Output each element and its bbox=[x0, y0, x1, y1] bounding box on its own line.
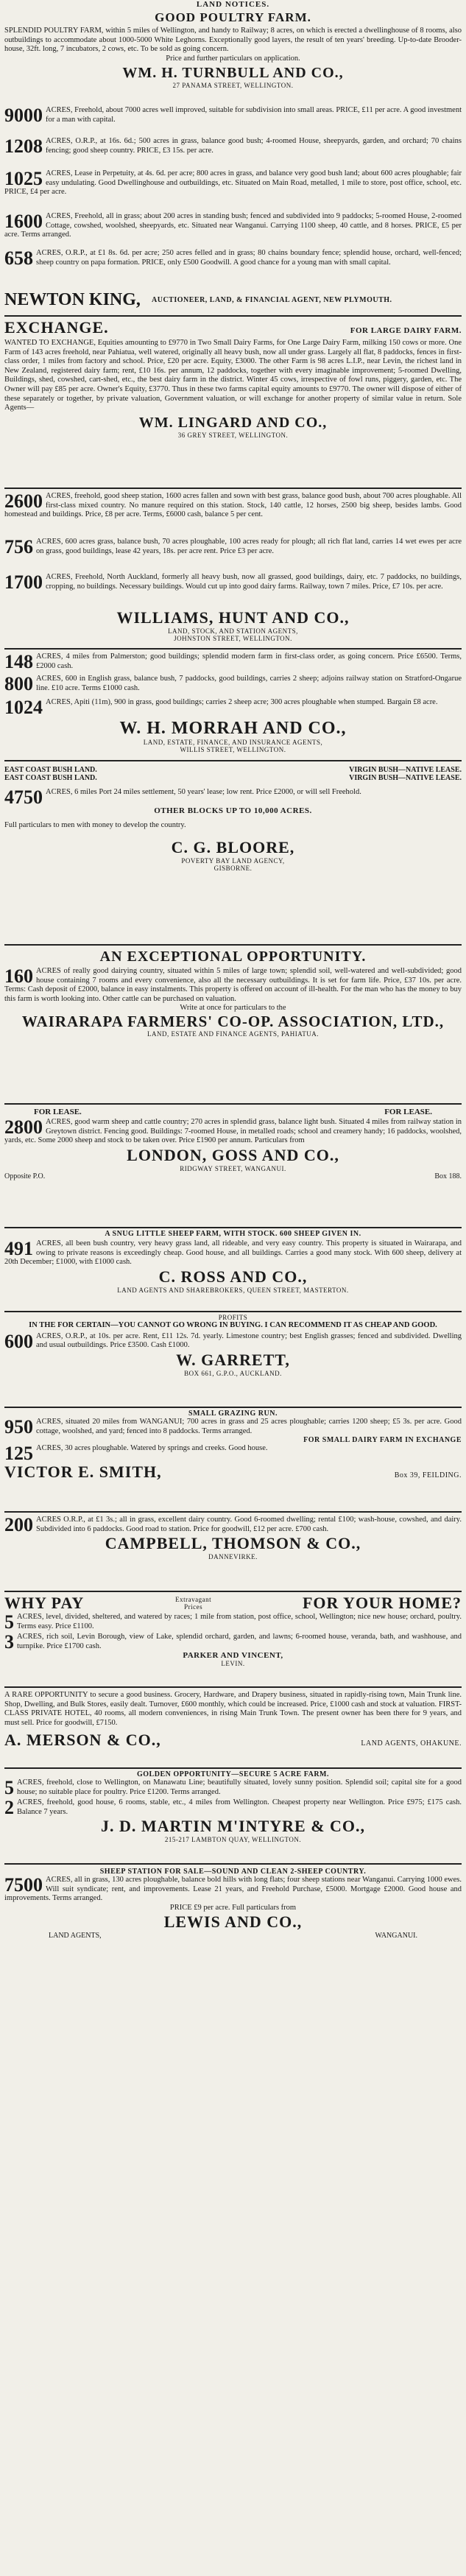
eastcoast-sub: POVERTY BAY LAND AGENCY, bbox=[181, 856, 285, 865]
listing-acres: 5 bbox=[4, 1611, 14, 1633]
divider bbox=[4, 1511, 462, 1513]
williams-sub: LAND, STOCK, AND STATION AGENTS, bbox=[168, 627, 298, 635]
lewis-firm: LEWIS AND CO., bbox=[163, 1912, 303, 1932]
eastcoast-address: GISBORNE. bbox=[213, 864, 253, 872]
morrah-address: WILLIS STREET, WELLINGTON. bbox=[180, 746, 286, 753]
listing-acres: 2 bbox=[4, 1797, 14, 1819]
lewis-left: LAND AGENTS, bbox=[49, 1932, 102, 1940]
exceptional-note: Write at once for particulars to the bbox=[180, 1004, 286, 1013]
exchange-subtitle: FOR LARGE DAIRY FARM. bbox=[350, 326, 462, 335]
listing-acres: 950 bbox=[4, 1416, 33, 1437]
listing-acres: 1600 bbox=[4, 211, 43, 232]
lease-right: FOR LEASE. bbox=[384, 1108, 432, 1116]
morrah-listing-3 bbox=[4, 698, 462, 717]
eastcoast-left-1: EAST COAST BUSH LAND. bbox=[4, 766, 97, 774]
smith-ad bbox=[4, 1410, 462, 1482]
listing-acres: 5 bbox=[4, 1777, 14, 1798]
exchange-title: EXCHANGE. bbox=[4, 318, 109, 337]
listing-acres: 1024 bbox=[4, 697, 43, 718]
morrah-sub: LAND, ESTATE, FINANCE, AND INSURANCE AGENTS, bbox=[143, 739, 323, 746]
martin-title: GOLDEN OPPORTUNITY—SECURE 5 ACRE FARM. bbox=[137, 1770, 329, 1778]
exchange-body: WANTED TO EXCHANGE, Equities amounting to £9770 in Two Small Dairy Farms, for One Large Dairy Farm, milking 150 cows or more. One Farm of 143 acres freehold, near Pahiatua, well watered, originally all heavy bush, now all under grass. Largely all flat, 8 paddocks, fences in first-class order, 1 miles from factory and school. Price, £20 per acre. Equity, £3000. The other Farm is 98 acres L.I.P., near Levin, the richest land in New Zealand, registered dairy farm; rent, £10 16s. per annum, 12 paddocks, together with every imaginable improvement; 5-roomed Dwelling, Buildings, shed, cowshed, cart-shed, etc., the best dairy farm in the district. Winter 45 cows, irrespective of fowl runs, piggery, garden, etc. The Owner will pay £85 per acre. Owner's Equity, £3770. Thus in these two farms capital equity amounts to £9770. The owner will dispose of either of these separately or together, by private valuation, Government valuation, or will exchange for another property of similar value in return. Sole Agents— bbox=[4, 339, 462, 412]
lewis-title: SHEEP STATION FOR SALE—SOUND AND CLEAN 2-SHEEP COUNTRY. bbox=[99, 1868, 367, 1876]
poultry-address: 27 PANAMA STREET, WELLINGTON. bbox=[172, 82, 294, 90]
ross-title: A SNUG LITTLE SHEEP FARM, WITH STOCK. 600 SHEEP GIVEN IN. bbox=[105, 1230, 361, 1238]
listing-text: ACRES, all in grass, 130 acres ploughable, balance bold hills with long flats; four sheep stations near Wanganui. Carrying 1000 ewes. Will suit syndicate; rent, and improvements. Lease 21 years, and Freehold Purchase, £5000. Mortgage £2000. Good house and improvements. Terms arranged. bbox=[4, 1876, 462, 1903]
divider bbox=[4, 1227, 462, 1228]
whypay-mid: Extravagant Prices bbox=[175, 1596, 212, 1611]
morrah-listing-1 bbox=[4, 652, 462, 671]
listing-acres: 756 bbox=[4, 536, 33, 557]
listing-text: ACRES, O.R.P., at £1 8s. 6d. per acre; 250 acres felled and in grass; 80 chains boundary fence; splendid house, orchard, well-fenced; sheep country on papa formation. PRICE, only £500 Goodwill. A good chance for a young man with small capital. bbox=[36, 249, 462, 267]
martin-ad bbox=[4, 1770, 462, 1843]
turnbull-listing-1 bbox=[4, 106, 462, 124]
divider bbox=[4, 1311, 462, 1312]
exchange-address: 36 GREY STREET, WELLINGTON. bbox=[177, 431, 289, 439]
exchange-ad bbox=[4, 318, 462, 439]
listing-acres: 1025 bbox=[4, 168, 43, 189]
listing-text: ACRES, freehold, good house, 6 rooms, stable, etc., 4 miles from Wellington. Cheapest property near Wellington. Price £975; £175 cash. Balance 7 years. bbox=[17, 1798, 462, 1816]
williams-address: JOHNSTON STREET, WELLINGTON. bbox=[174, 635, 292, 642]
lewis-ad bbox=[4, 1868, 462, 1940]
newton-king-role: AUCTIONEER, LAND, & FINANCIAL AGENT, NEW PLYMOUTH. bbox=[152, 296, 392, 304]
listing-text: ACRES, Freehold, all in grass; about 200 acres in standing bush; fenced and subdivided into 9 paddocks; 5-roomed House, 2-roomed Cottage, cowshed, woolshed, sheepyards, etc. Situated near Wanganui. Carrying 1100 sheep, 40 cattle, and 8 horses. PRICE, £5 per acre. Terms arranged. bbox=[4, 212, 462, 239]
lewis-price: PRICE £9 per acre. Full particulars from bbox=[169, 1903, 297, 1912]
exchange-firm: WM. LINGARD AND CO., bbox=[138, 414, 328, 431]
lease-ad bbox=[4, 1108, 462, 1180]
listing-text: ACRES, all been bush country, very heavy grass land, all rideable, and very easy country. This property is situated in Wairarapa, and owing to private reasons is exceedingly cheap. Good house, and all buildings. Carries a good many stock. With 600 sheep, delivery at 20th December; £1000, with £1000 cash. bbox=[4, 1239, 462, 1267]
turnbull-listing-2 bbox=[4, 137, 462, 155]
poultry-title: GOOD POULTRY FARM. bbox=[155, 10, 311, 24]
listing-acres: 600 bbox=[4, 1330, 33, 1352]
ross-sub: LAND AGENTS AND SHAREBROKERS, QUEEN STREET, MASTERTON. bbox=[117, 1286, 349, 1294]
eastcoast-ad bbox=[4, 766, 462, 872]
listing-text: ACRES, good warm sheep and cattle country; 270 acres in splendid grass, balance light bush. Situated 4 miles from railway station in Greytown district. Fencing good. Buildings: 7-roomed House, in metalled roads; school and creamery handy; 16 paddocks, woolshed, yards, etc. Some 2000 sheep and stock to be taken over. Price £1900 per annum. Particulars from bbox=[4, 1118, 462, 1145]
divider bbox=[4, 1686, 462, 1688]
lease-address: RIDGWAY STREET, WANGANUI. bbox=[180, 1164, 286, 1172]
newton-king-ad bbox=[4, 290, 462, 310]
garrett-title-1: PROFITS bbox=[218, 1314, 248, 1321]
listing-text: ACRES, freehold, close to Wellington, on Manawatu Line; beautifully situated, lovely sunny position. Splendid soil; capital site for a good house; no suitable place for poultry. Price £1200. Terms arranged. bbox=[17, 1778, 462, 1796]
listing-text: ACRES, Freehold, about 7000 acres well improved, suitable for subdivision into small areas. PRICE, £11 per acre. A good investment for a man with capital. bbox=[46, 106, 462, 124]
listing-text: ACRES, Lease in Perpetuity, at 4s. 6d. per acre; 800 acres in grass, and balance very good bush land; about 600 acres ploughable; fair easy undulating. Good Dwellinghouse and outbuildings, etc. Situated on Main Road, metalled, 1 mile to store, post office, school, etc. PRICE, £4 per acre. bbox=[4, 169, 462, 197]
williams-listing-1 bbox=[4, 492, 462, 520]
ross-ad bbox=[4, 1230, 462, 1294]
exceptional-title: AN EXCEPTIONAL OPPORTUNITY. bbox=[99, 949, 367, 965]
garrett-ad bbox=[4, 1314, 462, 1377]
listing-acres: 1208 bbox=[4, 136, 43, 157]
merson-ad bbox=[4, 1691, 462, 1750]
listing-acres: 800 bbox=[4, 673, 33, 694]
divider bbox=[4, 1103, 462, 1105]
eastcoast-footer: Full particulars to men with money to develop the country. bbox=[4, 821, 186, 829]
campbell-address: DANNEVIRKE. bbox=[208, 1553, 258, 1561]
williams-listing-2 bbox=[4, 538, 462, 556]
morrah-firm: W. H. MORRAH AND CO., bbox=[119, 719, 347, 738]
listing-text: ACRES, 4 miles from Palmerston; good buildings; splendid modern farm in first-class order, as going concern. Price £6500. Terms, £2000 cash. bbox=[36, 652, 462, 670]
listing-text: ACRES, O.R.P., at 16s. 6d.; 500 acres in grass, balance good bush; 4-roomed House, sheepyards, garden, and orchard; 70 chains fencing; good sheep country. PRICE, £3 15s. per acre. bbox=[46, 137, 462, 155]
listing-text: ACRES O.R.P., at £1 3s.; all in grass, excellent dairy country. Good 6-roomed dwelling; rental £100; wash-house, cowshed, and dairy. Subdivided into 6 paddocks. Good road to station. Price for goodwill, £12 per acre. £700 cash. bbox=[36, 1516, 462, 1533]
garrett-title-2: IN THE FOR CERTAIN—YOU CANNOT GO WRONG IN BUYING. I CAN RECOMMEND IT AS CHEAP AND GOOD. bbox=[29, 1321, 437, 1329]
eastcoast-right-1: VIRGIN BUSH—NATIVE LEASE. bbox=[349, 766, 462, 774]
exceptional-sub: LAND, ESTATE AND FINANCE AGENTS, PAHIATUA. bbox=[147, 1030, 319, 1038]
campbell-ad bbox=[4, 1516, 462, 1560]
whypay-firm: PARKER AND VINCENT, bbox=[183, 1651, 283, 1661]
listing-text: ACRES, rich soil, Levin Borough, view of Lake, splendid orchard, garden, and lawns; 6-roomed house, veranda, bath, and washhouse, and turnpike. Price £1700 cash. bbox=[17, 1633, 462, 1650]
turnbull-listing-5 bbox=[4, 249, 462, 267]
divider bbox=[4, 1767, 462, 1769]
divider bbox=[4, 488, 462, 489]
lease-firm: LONDON, GOSS AND CO., bbox=[127, 1145, 339, 1164]
listing-text: ACRES, situated 20 miles from WANGANUI; 700 acres in grass and 25 acres ploughable; carries 1200 sheep; £5 3s. per acre. Good cottage, woolshed, and yard; fenced into 8 paddocks. Terms arranged. bbox=[36, 1418, 462, 1435]
morrah-listing-2 bbox=[4, 675, 462, 693]
divider bbox=[4, 760, 462, 761]
divider bbox=[4, 648, 462, 650]
listing-acres: 200 bbox=[4, 1514, 33, 1535]
merson-firm: A. MERSON & CO., bbox=[4, 1731, 161, 1750]
listing-text: ACRES, level, divided, sheltered, and watered by races; 1 mile from station, post office, school, Wellington; nice new house; orchard, poultry. Terms easy. Price £1100. bbox=[17, 1613, 462, 1630]
merson-sub: LAND AGENTS, OHAKUNE. bbox=[361, 1739, 462, 1748]
ross-firm: C. ROSS AND CO., bbox=[158, 1267, 308, 1286]
turnbull-listing-3 bbox=[4, 169, 462, 197]
smith-title-2: FOR SMALL DAIRY FARM IN EXCHANGE bbox=[303, 1436, 462, 1445]
listing-acres: 2600 bbox=[4, 490, 43, 512]
whypay-title-2: FOR YOUR HOME? bbox=[302, 1594, 462, 1612]
williams-firm: WILLIAMS, HUNT AND CO., bbox=[116, 608, 350, 627]
newton-king-name: NEWTON KING, bbox=[4, 290, 141, 309]
listing-text: ACRES, 30 acres ploughable. Watered by springs and creeks. Good house. bbox=[36, 1444, 268, 1453]
listing-acres: 125 bbox=[4, 1443, 33, 1465]
morrah-footer bbox=[4, 719, 462, 753]
whypay-title: WHY PAY bbox=[4, 1594, 85, 1612]
listing-acres: 491 bbox=[4, 1238, 33, 1259]
eastcoast-left-2: EAST COAST BUSH LAND. bbox=[4, 774, 97, 782]
poultry-firm: WM. H. TURNBULL AND CO., bbox=[122, 65, 344, 82]
section-title: LAND NOTICES. bbox=[196, 0, 270, 9]
listing-acres: 1700 bbox=[4, 571, 43, 593]
lease-opp: Opposite P.O. bbox=[4, 1172, 46, 1180]
eastcoast-right-2: VIRGIN BUSH—NATIVE LEASE. bbox=[349, 774, 462, 782]
eastcoast-other: OTHER BLOCKS UP TO 10,000 ACRES. bbox=[154, 806, 312, 815]
listing-acres: 658 bbox=[4, 247, 33, 269]
turnbull-listing-4 bbox=[4, 212, 462, 240]
listing-acres: 160 bbox=[4, 965, 33, 987]
listing-text: ACRES, O.R.P., at 10s. per acre. Rent, £11 12s. 7d. yearly. Limestone country; best English grasses; fenced and subdivided. Dwelling and usual outbuildings. Price £3500. Cash £1000. bbox=[36, 1331, 462, 1350]
listing-acres: 2800 bbox=[4, 1116, 43, 1138]
listing-text: ACRES, Apiti (11m), 900 in grass, good buildings; carries 2 sheep acre; 300 acres ploughable when stumped. Bargain £8 acre. bbox=[46, 698, 438, 706]
listing-text: ACRES, freehold, good sheep station, 1600 acres fallen and sown with best grass, balance good bush, about 700 acres ploughable. All first-class mixed country. No manure required on this station. Stock, 140 cattle, 12 horses, 2500 big sheep, besides lambs. Good homestead and buildings. Price, £8 per acre. Terms, £6000 cash, balance 5 per cent. bbox=[4, 492, 462, 519]
exceptional-ad bbox=[4, 949, 462, 1038]
listing-text: ACRES, 600 acres grass, balance bush, 70 acres ploughable, 100 acres ready for plough; all rich flat land, carries 14 wet ewes per acre on grass, good buildings, lease 42 years, 18s. per acre rent. Price £3 per acre. bbox=[36, 538, 462, 555]
campbell-firm: CAMPBELL, THOMSON & CO., bbox=[105, 1534, 361, 1553]
listing-acres: 7500 bbox=[4, 1874, 43, 1896]
listing-text: ACRES, 600 in English grass, balance bush, 7 paddocks, good buildings, carries 2 sheep; adjoins railway station on Stratford-Ongarue line. £10 acre. Terms £1000 cash. bbox=[36, 675, 462, 692]
lease-left: FOR LEASE. bbox=[34, 1108, 82, 1116]
williams-footer bbox=[4, 608, 462, 642]
listing-acres: 3 bbox=[4, 1631, 14, 1653]
listing-acres: 148 bbox=[4, 651, 33, 672]
merson-body: A RARE OPPORTUNITY to secure a good business. Grocery, Hardware, and Drapery business, situated in rapidly-rising town, Main Trunk line. Shop, Dwelling, and Bulk Stores, easily dealt. Turnover, £600 monthly, which could be increased. Price, £1000 cash and stock at valuation. FIRST-CLASS PRIVATE HOTEL, 40 rooms, all modern conveniences, in rising Main Trunk Town. The present owner has been there for 9 years, and must sell. Price for goodwill, £7150. bbox=[4, 1691, 462, 1727]
divider bbox=[4, 315, 462, 317]
listing-acres: 9000 bbox=[4, 105, 43, 126]
exceptional-firm: WAIRARAPA FARMERS' CO-OP. ASSOCIATION, LTD., bbox=[21, 1012, 445, 1030]
listing-text: ACRES of really good dairying country, situated within 5 miles of large town; splendid soil, well-watered and well-subdivided; good house containing 7 rooms and every convenience, also all the necessary outbuildings. It is set for farm life. Price, £37 10s. per acre. Terms: Cash deposit of £2000, balance in easy instalments. This property is offered on account of ill-health. For the man who has the money to buy this farm is worth looking into. Other cattle can be purchased on valuation. bbox=[4, 967, 462, 1003]
eastcoast-firm: C. G. BLOORE, bbox=[171, 837, 295, 856]
whypay-address: LEVIN. bbox=[221, 1660, 245, 1668]
williams-listing-3 bbox=[4, 573, 462, 591]
listing-text: ACRES, 6 miles Port 24 miles settlement, 50 years' lease; low rent. Price £2000, or will sell Freehold. bbox=[46, 788, 361, 796]
divider bbox=[4, 1591, 462, 1592]
listing-acres: 4750 bbox=[4, 786, 43, 808]
smith-firm: VICTOR E. SMITH, bbox=[4, 1463, 162, 1482]
poultry-body: SPLENDID POULTRY FARM, within 5 miles of Wellington, and handy to Railway; 8 acres, on which is erected a dwellinghouse of 8 rooms, also outbuildings to accommodate about 1000-5000 White Leghorns. Exceptionally good layers, the result of ten years' breeding. Up-to-date Brooder-house, 32ft. long, 7 incubators, 2 cows, etc. To be sold as going concern. bbox=[4, 27, 462, 54]
garrett-address: BOX 661, G.P.O., AUCKLAND. bbox=[184, 1369, 282, 1377]
smith-title: SMALL GRAZING RUN. bbox=[188, 1410, 278, 1418]
martin-firm: J. D. MARTIN M'INTYRE & CO., bbox=[100, 1817, 366, 1836]
listing-text: ACRES, Freehold, North Auckland, formerly all heavy bush, now all grassed, good buildings, dairy, etc. 7 paddocks, no buildings, cropping, no buildings. Necessary buildings. Would cut up into good dairy farms. Railway, town 7 miles. Price, £7 10s. per acre. bbox=[46, 573, 462, 591]
garrett-firm: W. GARRETT, bbox=[176, 1350, 290, 1369]
divider bbox=[4, 1863, 462, 1865]
whypay-ad bbox=[4, 1594, 462, 1667]
smith-box: Box 39, FEILDING. bbox=[394, 1471, 462, 1480]
lewis-right: WANGANUI. bbox=[375, 1932, 417, 1940]
poultry-footer: Price and further particulars on application. bbox=[166, 54, 300, 63]
divider bbox=[4, 944, 462, 946]
divider bbox=[4, 1407, 462, 1408]
lease-box: Box 188. bbox=[434, 1172, 462, 1180]
poultry-ad bbox=[4, 10, 462, 89]
martin-address: 215-217 LAMBTON QUAY, WELLINGTON. bbox=[164, 1836, 302, 1844]
